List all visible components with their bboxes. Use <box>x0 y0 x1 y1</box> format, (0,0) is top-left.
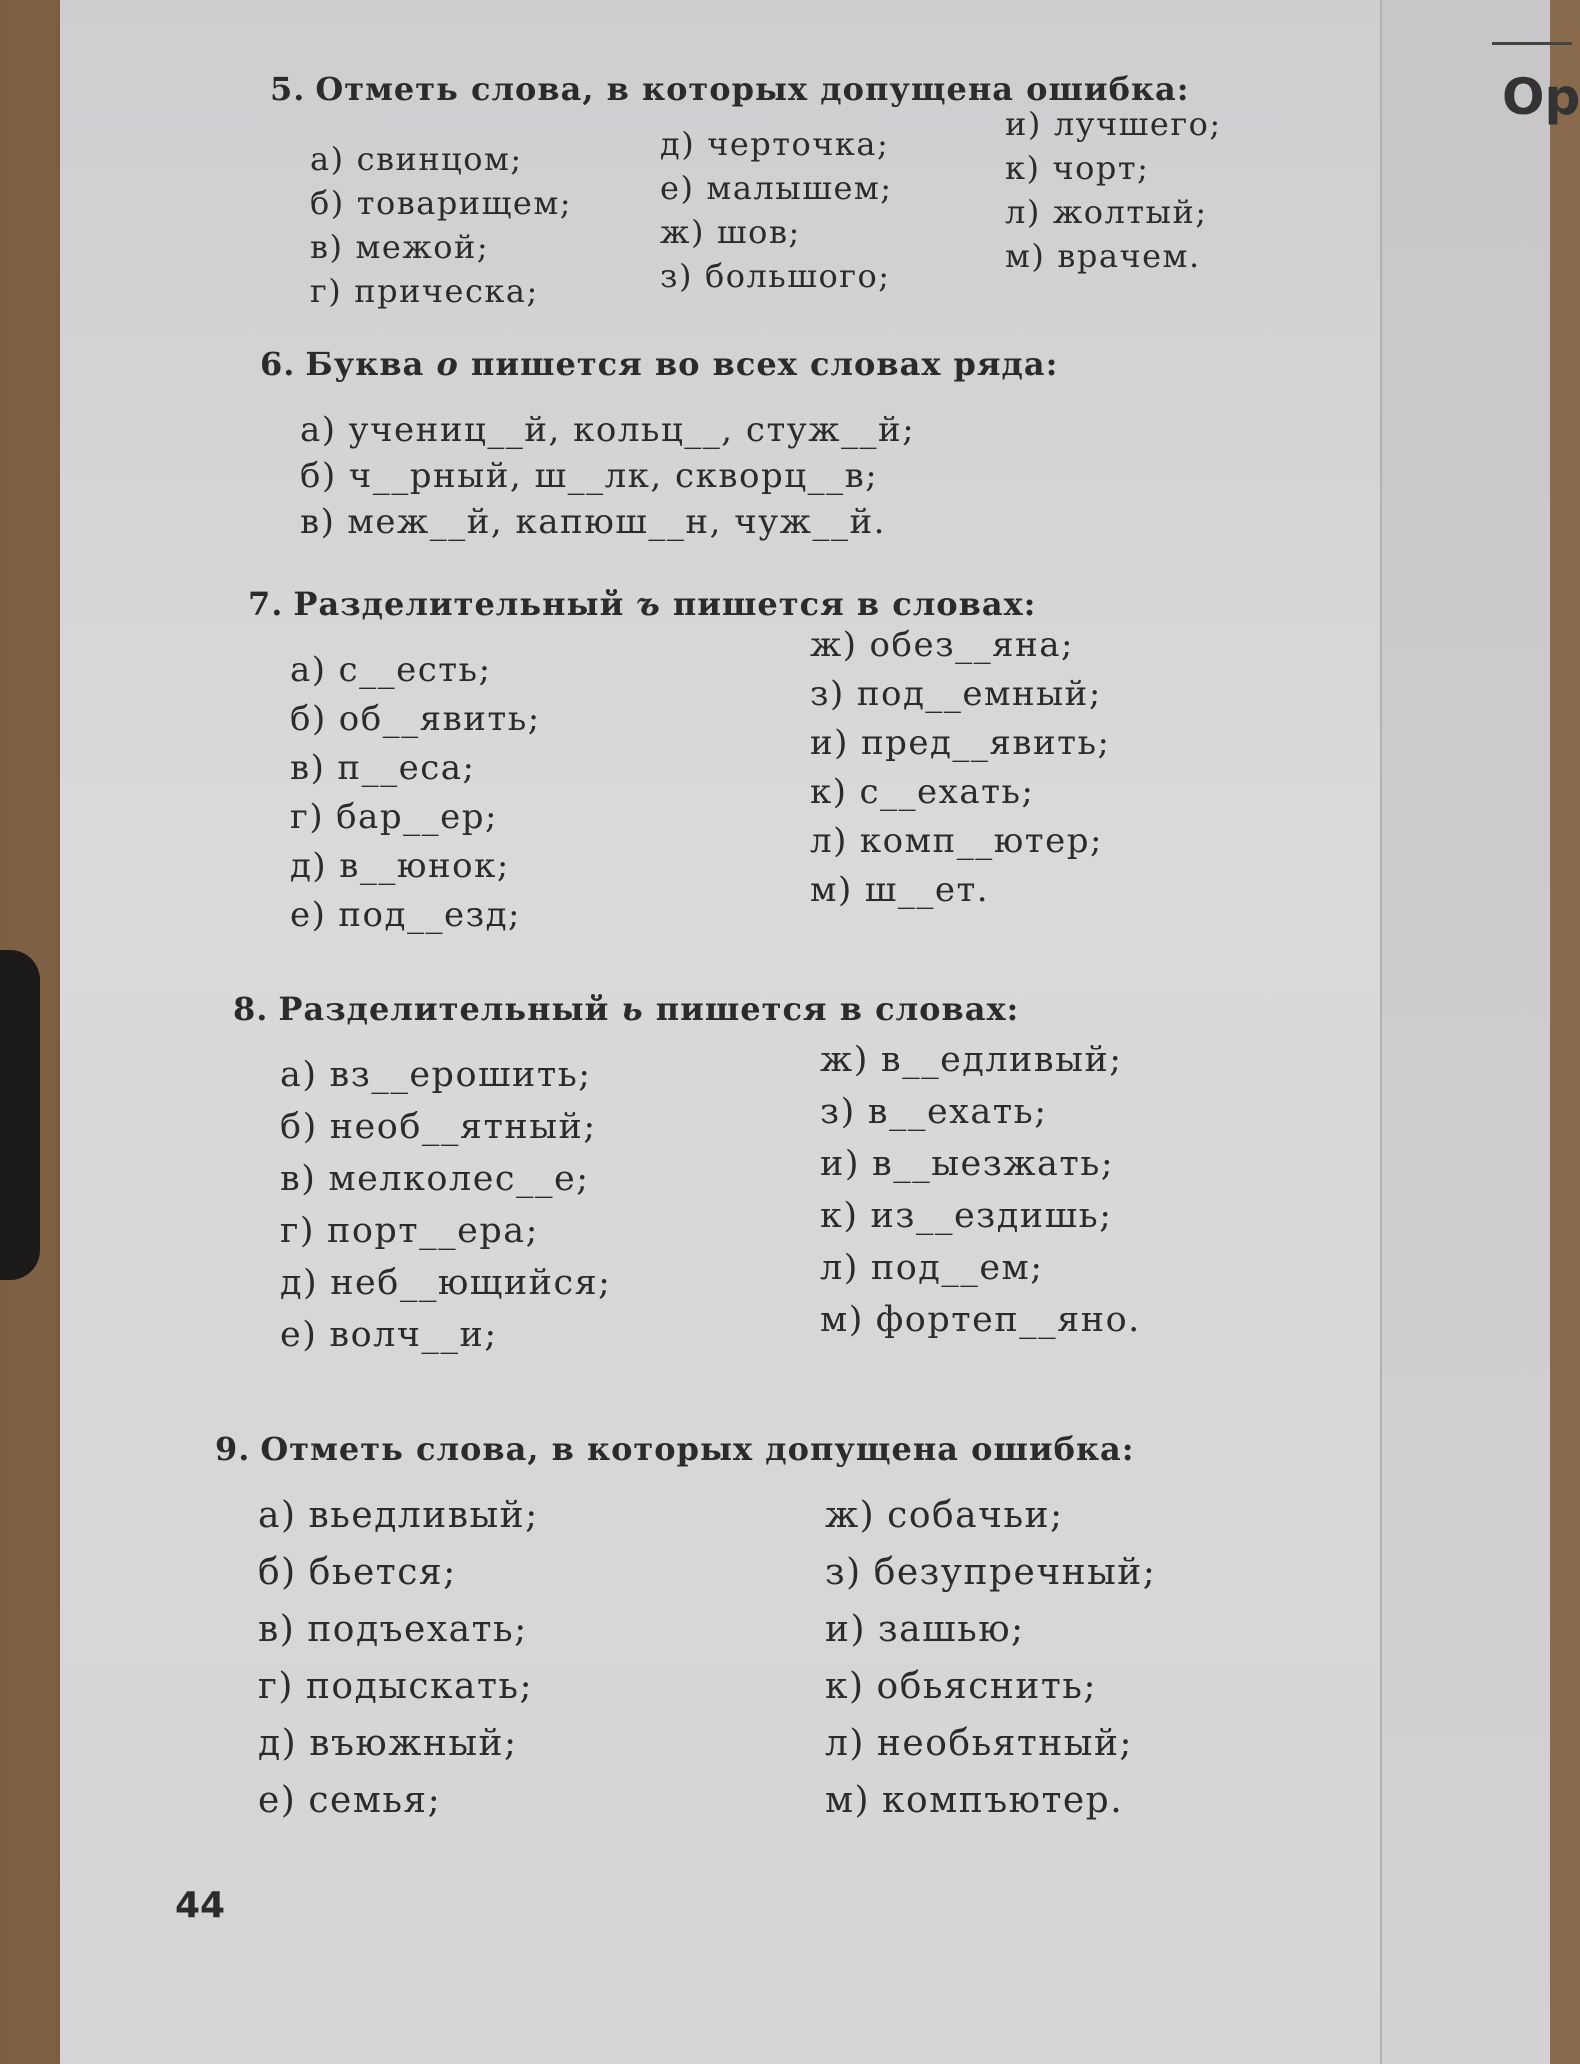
option-letter: к) <box>1005 149 1041 187</box>
answer-option <box>810 870 989 910</box>
answer-option <box>1005 193 1208 231</box>
option-word: подъехать; <box>307 1609 528 1650</box>
answer-option <box>290 846 510 886</box>
answer-option <box>290 748 475 788</box>
option-letter: г) <box>310 272 343 310</box>
answer-option <box>310 140 523 178</box>
option-letter: ж) <box>660 213 705 251</box>
option-word: неб__ющийся; <box>330 1263 612 1303</box>
answer-option <box>660 169 893 207</box>
option-letter: а) <box>258 1495 297 1536</box>
option-word: в__ыезжать; <box>871 1144 1115 1184</box>
task-title-letter: о <box>436 345 459 383</box>
answer-option <box>825 1552 1156 1593</box>
option-word: в__ехать; <box>867 1092 1048 1132</box>
option-letter: в) <box>290 748 326 788</box>
option-letter: ж) <box>820 1040 869 1080</box>
answer-option <box>280 1315 498 1355</box>
option-letter: в) <box>300 502 336 542</box>
option-letter: к) <box>820 1196 859 1236</box>
option-letter: м) <box>820 1300 864 1340</box>
answer-option <box>290 650 492 690</box>
option-word: ч__рный, ш__лк, скворц__в; <box>348 456 879 496</box>
option-letter: д) <box>258 1723 298 1764</box>
option-word: бар__ер; <box>336 797 498 837</box>
answer-option <box>820 1196 1113 1236</box>
task-title-letter: ь <box>621 990 644 1028</box>
answer-option <box>660 125 889 163</box>
option-letter: б) <box>310 184 345 222</box>
option-letter: д) <box>290 846 328 886</box>
answer-option <box>258 1552 457 1593</box>
task-title-end: пишется в словах: <box>643 990 1020 1028</box>
option-word: подыскать; <box>305 1666 534 1707</box>
answer-option <box>300 502 886 542</box>
option-letter: и) <box>820 1144 860 1184</box>
option-word: лучшего; <box>1053 105 1222 143</box>
option-letter: л) <box>810 821 848 861</box>
answer-option <box>825 1609 1025 1650</box>
option-word: необ__ятный; <box>329 1107 597 1147</box>
option-word: под__езд; <box>338 895 522 935</box>
option-letter: м) <box>825 1780 871 1821</box>
answer-option <box>660 213 801 251</box>
answer-option <box>290 895 521 935</box>
task-title-end: пишется в словах: <box>660 585 1037 623</box>
answer-option <box>820 1092 1047 1132</box>
option-word: в__едливый; <box>880 1040 1123 1080</box>
option-letter: а) <box>300 410 337 450</box>
option-letter: м) <box>810 870 853 910</box>
option-word: комп__ютер; <box>859 821 1103 861</box>
option-word: под__емный; <box>856 674 1102 714</box>
answer-option <box>280 1263 611 1303</box>
answer-option <box>810 772 1034 812</box>
option-word: въюжный; <box>309 1723 518 1764</box>
task-title: Отметь слова, в которых допущена ошибка: <box>315 70 1190 108</box>
option-word: с__есть; <box>338 650 492 690</box>
option-letter: д) <box>280 1263 319 1303</box>
option-word: необьятный; <box>876 1723 1134 1764</box>
answer-option <box>280 1159 590 1199</box>
option-letter: ж) <box>810 625 858 665</box>
option-letter: в) <box>258 1609 296 1650</box>
task-number: 6. <box>260 345 296 383</box>
option-word: прическа; <box>354 272 539 310</box>
task-title-end: пишется во всех словах ряда: <box>458 345 1059 383</box>
option-word: об__явить; <box>338 699 541 739</box>
option-letter: к) <box>825 1666 865 1707</box>
option-word: в__юнок; <box>339 846 510 886</box>
answer-option <box>825 1780 1123 1821</box>
option-word: свинцом; <box>356 140 523 178</box>
answer-option <box>300 456 878 496</box>
answer-option <box>1005 149 1149 187</box>
option-word: черточка; <box>707 125 890 163</box>
option-letter: б) <box>258 1552 297 1593</box>
option-letter: б) <box>290 699 327 739</box>
answer-option <box>300 410 915 450</box>
answer-option <box>820 1300 1141 1340</box>
answer-option <box>258 1723 518 1764</box>
task-6-heading <box>260 345 1058 383</box>
option-letter: л) <box>820 1248 859 1288</box>
page-number: 44 <box>175 1885 226 1926</box>
option-letter: в) <box>310 228 344 266</box>
option-word: собачьи; <box>887 1495 1064 1536</box>
answer-option <box>810 723 1110 763</box>
answer-option <box>660 257 891 295</box>
option-letter: и) <box>825 1609 867 1650</box>
option-word: меж__й, капюш__н, чуж__й. <box>347 502 886 542</box>
option-word: семья; <box>308 1780 442 1821</box>
answer-option <box>1005 105 1222 143</box>
option-letter: а) <box>280 1055 318 1095</box>
option-letter: з) <box>820 1092 856 1132</box>
task-title-start: Разделительный <box>293 585 637 623</box>
option-word: малышем; <box>706 169 893 207</box>
option-word: большого; <box>704 257 891 295</box>
answer-option <box>280 1107 597 1147</box>
option-word: с__ехать; <box>859 772 1035 812</box>
answer-option <box>1005 237 1201 275</box>
option-word: из__ездишь; <box>870 1196 1113 1236</box>
option-letter: е) <box>258 1780 297 1821</box>
option-word: компъютер. <box>882 1780 1124 1821</box>
answer-option <box>825 1666 1097 1707</box>
option-word: п__еса; <box>337 748 476 788</box>
option-word: жолтый; <box>1052 193 1208 231</box>
answer-option <box>810 821 1103 861</box>
answer-option <box>258 1609 528 1650</box>
answer-option <box>310 272 539 310</box>
option-word: товарищем; <box>356 184 572 222</box>
option-word: вьедливый; <box>308 1495 539 1536</box>
task-7-heading <box>248 585 1036 623</box>
answer-option <box>310 184 572 222</box>
answer-option <box>290 797 498 837</box>
option-letter: ж) <box>825 1495 876 1536</box>
answer-option <box>290 699 541 739</box>
task-5-heading <box>270 70 1190 108</box>
task-title-start: Разделительный <box>278 990 622 1028</box>
next-page-fragment: Ор <box>1502 68 1580 126</box>
option-letter: м) <box>1005 237 1046 275</box>
option-word: вз__ерошить; <box>329 1055 592 1095</box>
answer-option <box>825 1495 1064 1536</box>
task-number: 7. <box>248 585 284 623</box>
option-word: чорт; <box>1052 149 1150 187</box>
option-letter: и) <box>810 723 849 763</box>
option-word: шов; <box>716 213 801 251</box>
option-word: бьется; <box>308 1552 457 1593</box>
answer-option <box>820 1248 1044 1288</box>
option-letter: з) <box>810 674 845 714</box>
option-letter: а) <box>310 140 345 178</box>
task-8-heading <box>233 990 1019 1028</box>
option-letter: и) <box>1005 105 1042 143</box>
task-number: 8. <box>233 990 269 1028</box>
option-word: безупречный; <box>873 1552 1157 1593</box>
option-word: мелколес__е; <box>328 1159 590 1199</box>
option-letter: б) <box>280 1107 318 1147</box>
task-number: 5. <box>270 70 306 108</box>
option-letter: л) <box>1005 193 1041 231</box>
option-word: межой; <box>355 228 490 266</box>
option-letter: е) <box>660 169 695 207</box>
option-letter: в) <box>280 1159 317 1199</box>
answer-option <box>820 1144 1114 1184</box>
option-letter: г) <box>290 797 325 837</box>
option-word: ш__ет. <box>864 870 990 910</box>
option-word: врачем. <box>1057 237 1201 275</box>
option-letter: е) <box>290 895 327 935</box>
task-title-start: Буква <box>305 345 437 383</box>
option-letter: г) <box>280 1211 315 1251</box>
answer-option <box>810 625 1074 665</box>
answer-option <box>258 1780 441 1821</box>
answer-option <box>258 1495 539 1536</box>
option-word: под__ем; <box>870 1248 1044 1288</box>
option-letter: д) <box>660 125 696 163</box>
option-word: обьяснить; <box>876 1666 1097 1707</box>
answer-option <box>810 674 1102 714</box>
answer-option <box>280 1211 539 1251</box>
option-letter: к) <box>810 772 848 812</box>
answer-option <box>820 1040 1123 1080</box>
answer-option <box>258 1666 533 1707</box>
option-letter: е) <box>280 1315 318 1355</box>
option-letter: б) <box>300 456 337 496</box>
option-word: волч__и; <box>329 1315 498 1355</box>
option-word: порт__ера; <box>327 1211 539 1251</box>
option-letter: з) <box>825 1552 862 1593</box>
option-letter: л) <box>825 1723 865 1764</box>
option-word: обез__яна; <box>869 625 1074 665</box>
task-9-heading <box>215 1430 1135 1468</box>
option-word: фортеп__яно. <box>875 1300 1141 1340</box>
option-letter: г) <box>258 1666 294 1707</box>
option-letter: з) <box>660 257 693 295</box>
answer-option <box>825 1723 1133 1764</box>
answer-option <box>310 228 489 266</box>
option-word: пред__явить; <box>860 723 1111 763</box>
task-title: Отметь слова, в которых допущена ошибка: <box>260 1430 1135 1468</box>
task-title-letter: ъ <box>636 585 661 623</box>
answer-option <box>280 1055 592 1095</box>
option-word: зашью; <box>878 1609 1025 1650</box>
task-number: 9. <box>215 1430 251 1468</box>
option-word: учениц__й, кольц__, стуж__й; <box>348 410 916 450</box>
option-letter: а) <box>290 650 327 690</box>
